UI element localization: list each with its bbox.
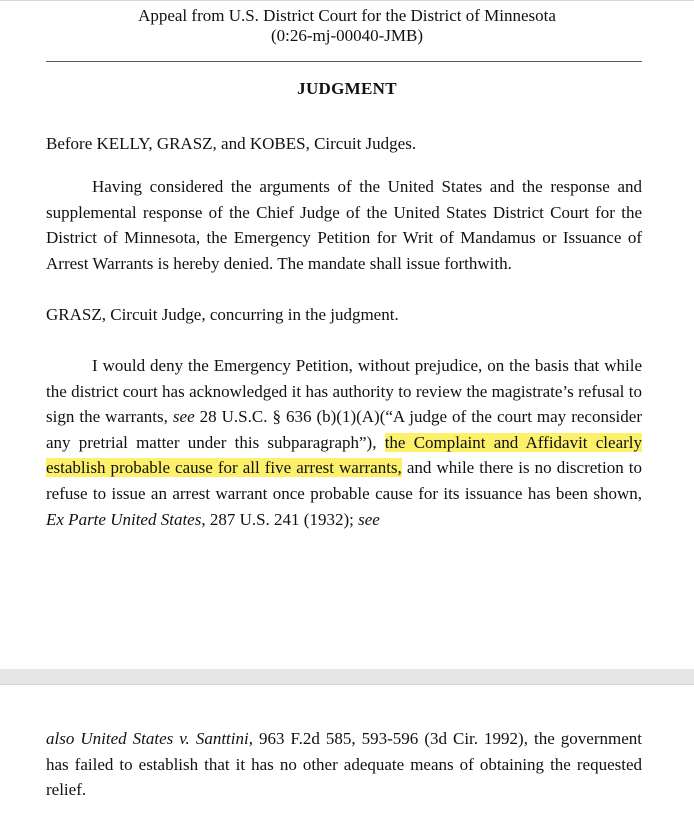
case-caption-docket-number: (0:26-mj-00040-JMB) xyxy=(270,26,424,45)
concurrence-text: 28 U.S.C. § 636 (b)(1)(A)(“A judge of the court may reconsider any pretrial matter under this subparagraph”), xyxy=(46,407,642,452)
panel-of-judges: Before KELLY, GRASZ, and KOBES, Circuit Judges. xyxy=(46,134,417,153)
concurrence-text: and while there is no discretion to refuse to issue an arrest warrant once probable cause for its issuance has been shown, xyxy=(46,458,643,503)
highlighted-text[interactable]: the Complaint and Affidavit clearly establish probable cause for all five arrest warrants, xyxy=(46,432,643,478)
case-caption-court: Appeal from U.S. District Court for the District of Minnesota xyxy=(138,6,556,25)
concurrence-heading: GRASZ, Circuit Judge, concurring in the judgment. xyxy=(46,305,399,324)
case-citation: Ex Parte United States xyxy=(46,509,202,529)
citation-signal-see: see xyxy=(172,407,195,427)
continued-paragraph xyxy=(46,726,642,803)
order-paragraph: Having considered the arguments of the United States and the response and supplemental response of the Chief Judge of the United States District Court for the District of Minnesota, the Emergency Petition for Writ of Mandamus or Issuance of Arrest Warrants is hereby denied. The mandate shall issue forthwith. xyxy=(46,177,642,273)
case-citation: also United States v. Santtini xyxy=(46,729,249,748)
document-page-2 xyxy=(0,684,694,813)
concurrence-text: , 287 U.S. 241 (1932); xyxy=(201,509,359,529)
continued-text: , 963 F.2d 585, 593-596 (3d Cir. 1992), the government has failed to establish that it has no other adequate means of obtaining the requested relief. xyxy=(46,729,642,800)
concurrence-paragraph xyxy=(46,353,642,532)
judgment-heading: JUDGMENT xyxy=(297,79,397,98)
separator-rule xyxy=(46,61,642,62)
concurrence-text: I would deny the Emergency Petition, without prejudice, on the basis that while the district court has acknowledged it has authority to review the magistrate’s refusal to sign the warrants, xyxy=(46,356,642,427)
citation-signal-see: see xyxy=(358,509,380,529)
